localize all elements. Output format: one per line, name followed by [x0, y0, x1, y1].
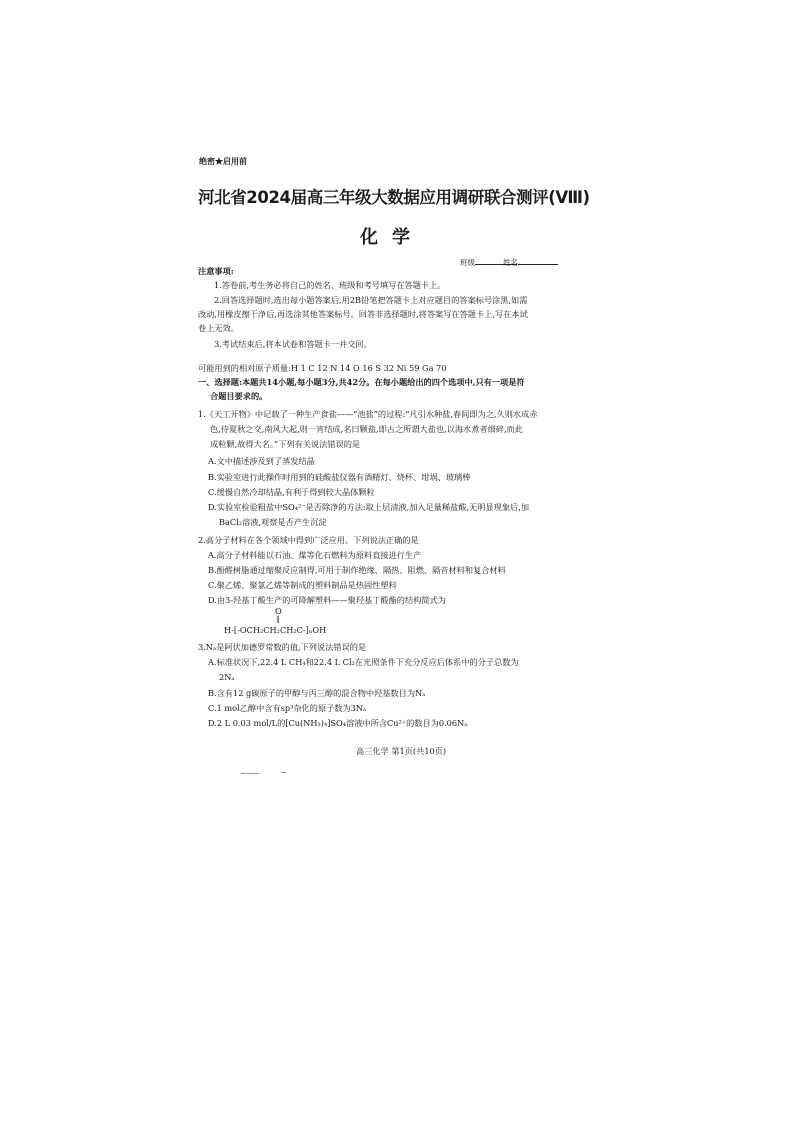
q1-option-c: C.缓慢自然冷却结晶,有利于得到较大晶体颗粒: [208, 487, 375, 497]
q3-stem: 3.Nₐ是阿伏加德罗常数的值,下列说法错误的是: [198, 642, 367, 652]
q3-option-b: B.含有12 g碳原子的甲醇与丙三醇的混合物中羟基数目为Nₐ: [208, 688, 426, 698]
formula-chain: H-[-OCH₂CH₂CH₂C-]ₙOH: [224, 625, 327, 635]
scan-artifact: [281, 772, 286, 773]
atomic-masses: 可能用到的相对原子质量:H 1 C 12 N 14 O 16 S 32 Ni 59 Ga 70: [198, 363, 447, 373]
q1-stem-3: 成粒颗,故得大名。”下列有关说法错误的是: [210, 439, 361, 449]
q3-option-c: C.1 mol乙醇中含有sp³杂化的原子数为3Nₐ: [208, 703, 367, 713]
q3-option-d: D.2 L 0.03 mol/L的[Cu(NH₃)₄]SO₄溶液中所含Cu²⁺的数目为0.06Nₐ: [208, 718, 468, 728]
q1-stem-1: 1.《天工开物》中记载了一种生产食盐——“池盐”的过程:“凡引水种盐,春间即为之,久则水成赤: [198, 409, 538, 419]
formula-carbonyl-oxygen: O: [275, 606, 282, 616]
notes-line-1: 1.答卷前,考生务必将自己的姓名、班级和考号填写在答题卡上。: [214, 280, 446, 290]
scan-artifact: [241, 773, 259, 774]
q1-option-b: B.实验室进行此操作时用到的硅酸盐仪器有酒精灯、烧杯、坩埚、玻璃棒: [208, 472, 471, 482]
notes-line-2b: 改动,用橡皮擦干净后,再选涂其他答案标号。回答非选择题时,将答案写在答题卡上,写在本试: [198, 309, 528, 319]
notes-line-3: 3.考试结束后,将本试卷和答题卡一并交回。: [214, 339, 372, 349]
q3-option-a-1: A.标准状况下,22.4 L CH₄和22.4 L Cl₂在光照条件下充分反应后体系中的分子总数为: [208, 657, 519, 667]
q2-option-d: D.由3-羟基丁酸生产的可降解塑料——聚羟基丁酸酯的结构简式为: [208, 595, 446, 605]
name-label: 姓名: [503, 258, 518, 267]
notes-line-2c: 卷上无效。: [198, 323, 239, 333]
class-label: 班级: [460, 258, 475, 267]
notes-heading: 注意事项:: [198, 266, 234, 276]
q2-option-b: B.酚醛树脂通过缩聚反应制得,可用于制作绝缘、隔热、阻燃、隔音材料和复合材料: [208, 565, 506, 575]
q1-option-a: A.文中描述涉及到了蒸发结晶: [208, 456, 315, 466]
notes-line-2a: 2.回答选择题时,选出每小题答案后,用2B铅笔把答题卡上对应题目的答案标号涂黑,如需: [214, 295, 528, 305]
subject-title: 化学: [360, 227, 424, 248]
confidential-mark: 绝密★启用前: [199, 156, 247, 166]
q2-stem: 2.高分子材料在各个领域中得到广泛应用。下列说法正确的是: [198, 535, 419, 545]
exam-title: 河北省2024届高三年级大数据应用调研联合测评(Ⅷ): [198, 188, 590, 207]
section1-line-1: 一、选择题:本题共14小题,每小题3分,共42分。在每小题给出的四个选项中,只有一项是符: [198, 377, 525, 387]
q3-option-a-2: 2Nₐ: [219, 672, 235, 682]
section1-line-2: 合题目要求的。: [210, 391, 268, 401]
q1-option-d-2: BaCl₂溶液,观察是否产生沉淀: [219, 517, 327, 527]
formula-double-bond: ‖: [276, 615, 280, 623]
q2-option-c: C.聚乙烯、聚氯乙烯等制成的塑料制品是热固性塑料: [208, 580, 397, 590]
name-blank: [518, 256, 558, 265]
structural-formula: [224, 608, 334, 640]
page-footer: 高三化学 第1页(共10页): [356, 746, 447, 756]
q1-option-d-1: D.实验室检验粗盐中SO₄²⁻是否除净的方法:取上层清液,加入足量稀盐酸,无明显现象后,加: [208, 502, 530, 512]
q1-stem-2: 色,待夏秋之交,南风大起,则一宵结成,名曰颗盐,即古之所谓大盐也,以海水煮者细碎,而此: [210, 424, 523, 434]
q2-option-a: A.高分子材料能以石油、煤等化石燃料为原料直接进行生产: [208, 550, 422, 560]
name-field: [503, 256, 558, 268]
